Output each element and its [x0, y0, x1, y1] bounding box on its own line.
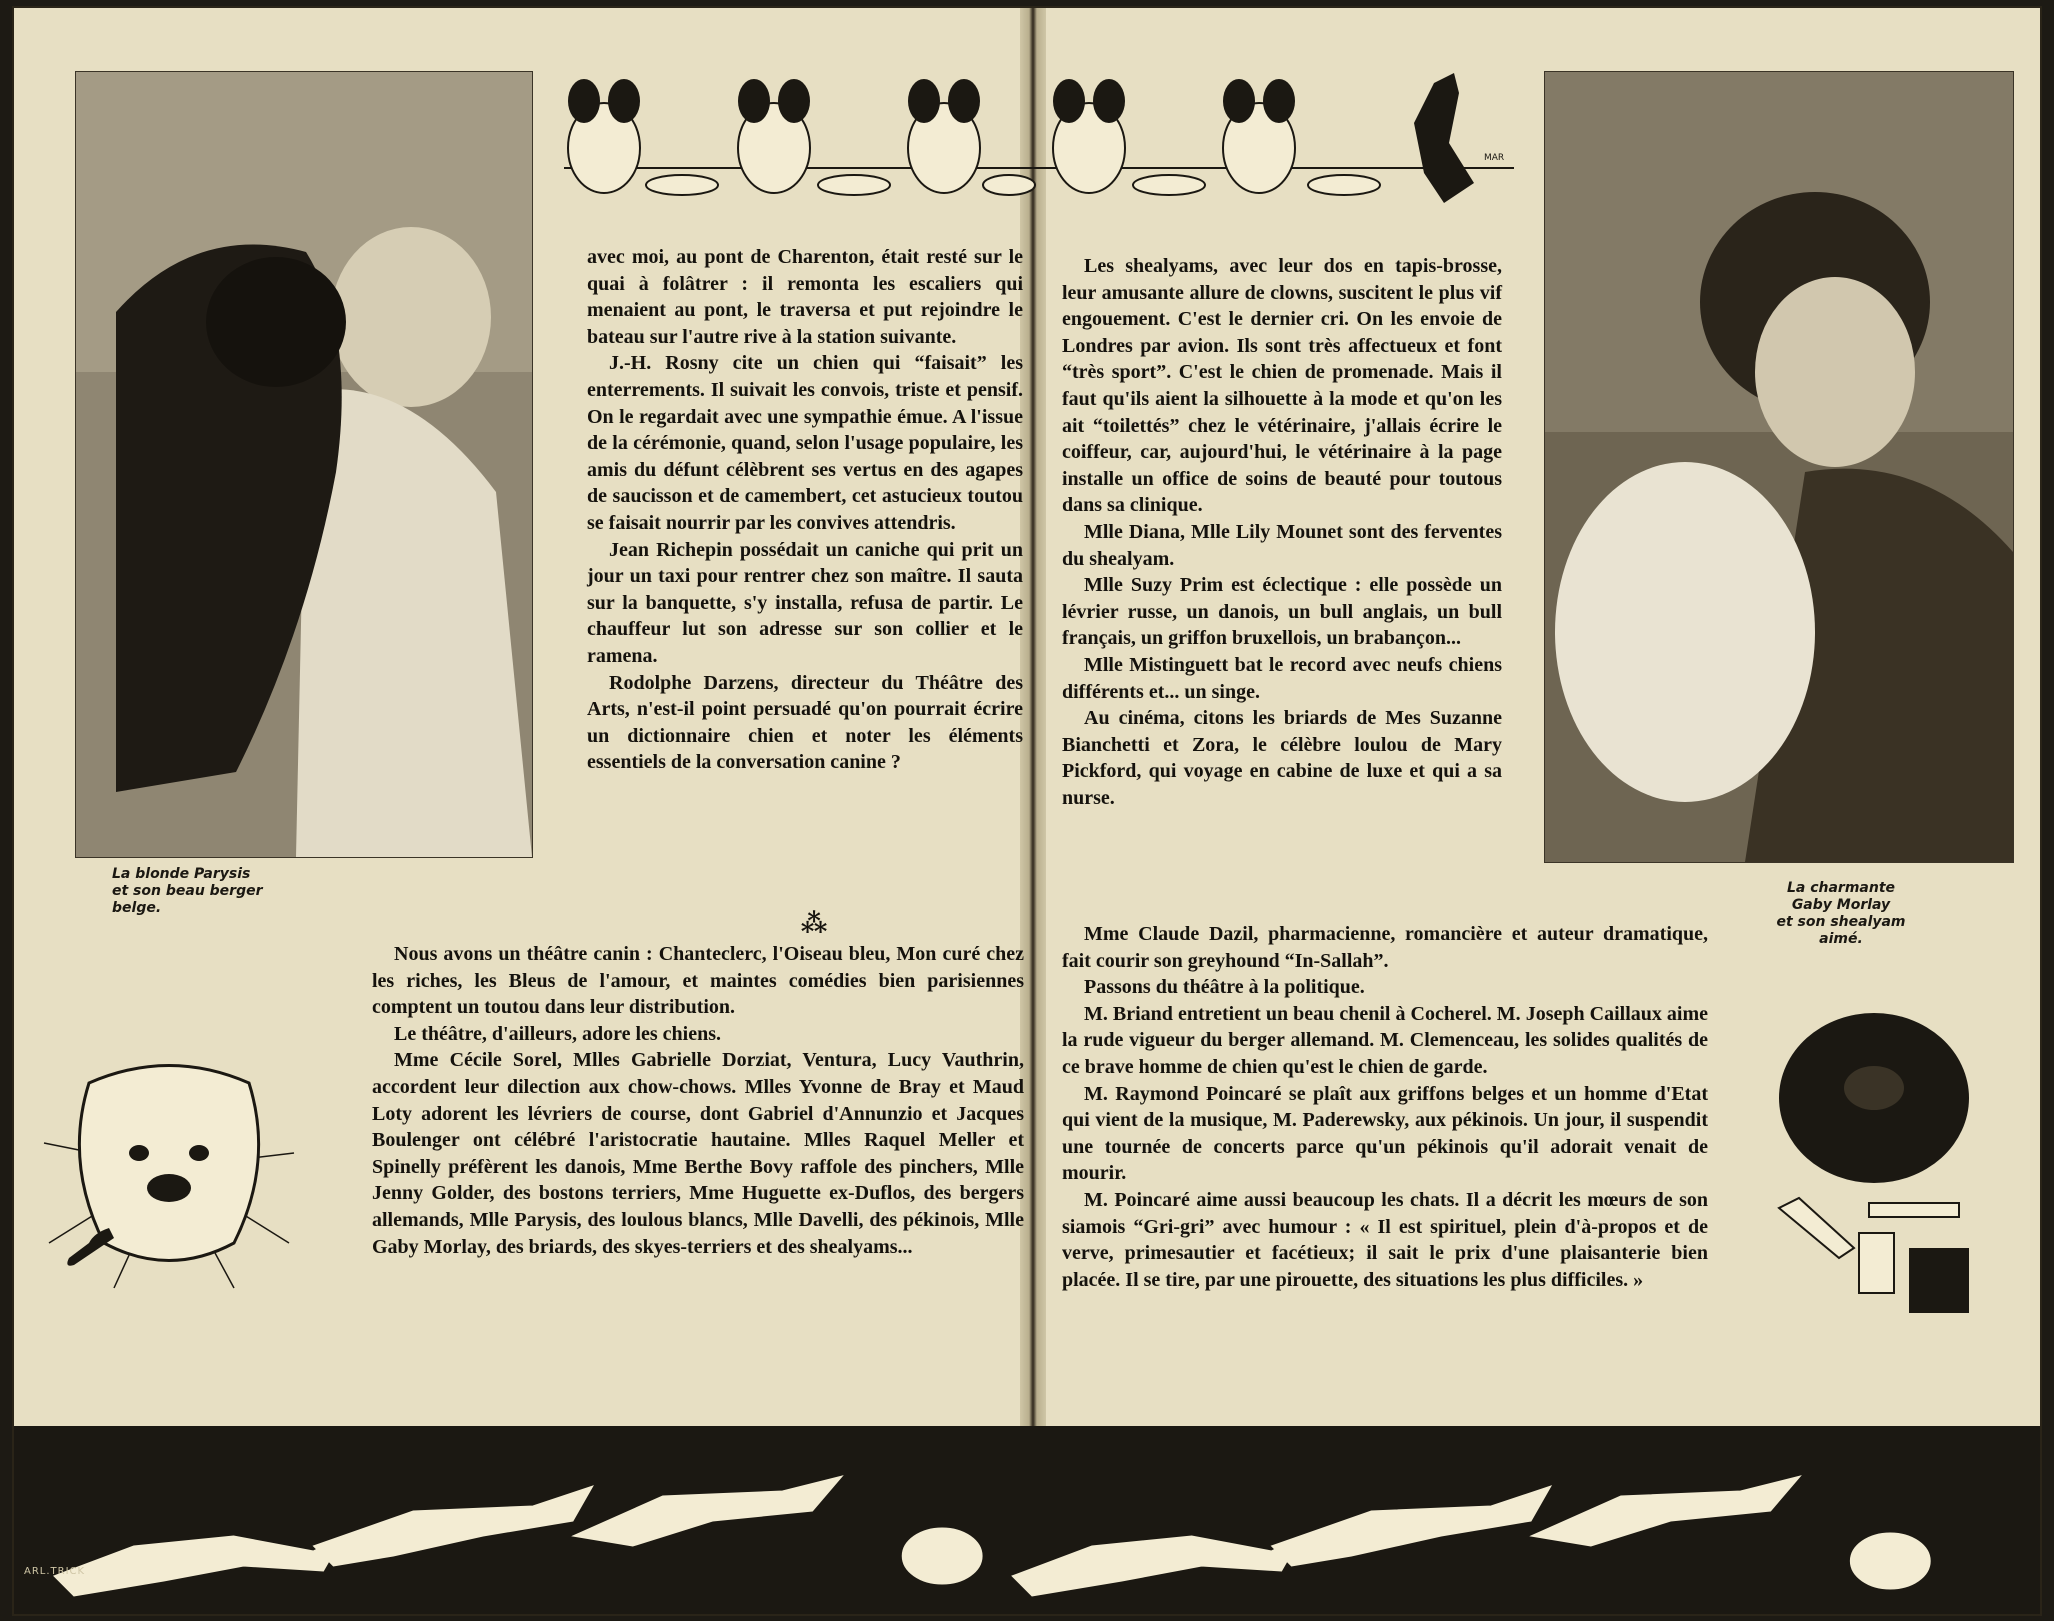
- left-caption-line-1: La blonde Parysis: [112, 866, 251, 882]
- text-column-1: [587, 244, 1023, 776]
- right-caption-line-4: aimé.: [1819, 931, 1863, 947]
- paragraph: Mlle Mistinguett bat le record avec neufs chiens différents et... un singe.: [1062, 653, 1502, 703]
- paragraph: Le théâtre, d'ailleurs, adore les chiens.: [394, 1022, 722, 1045]
- paragraph: Passons du théâtre à la politique.: [1084, 976, 1365, 999]
- paragraph: J.-H. Rosny cite un chien qui “faisait” les enterrements. Il suivait les convois, triste et pensif. On le regardait avec une sympathie émue. A l'issue de la cérémonie, quand, selon l'usage populaire, les amis du défunt célèbrent ses vertus en des agapes de saucisson et de camembert, cet astucieux toutou se faisait nourrir par les convives attendris.: [587, 352, 1023, 534]
- paragraph: avec moi, au pont de Charenton, était resté sur le quai à folâtrer : il remonta les escaliers qui menaient au pont, le traversa et put rejoindre le bateau sur l'autre rive à la station suivante.: [587, 246, 1023, 348]
- paragraph: Mme Claude Dazil, pharmacienne, romancière et auteur dramatique, fait courir son greyhound “In-Sallah”.: [1062, 923, 1708, 972]
- paragraph: M. Briand entretient un beau chenil à Cocherel. M. Joseph Caillaux aime la rude vigueur du berger allemand. M. Clemenceau, les solides qualités de ce brave homme de chien qu'est le chien de garde.: [1062, 1002, 1708, 1078]
- paragraph: Mlle Diana, Mlle Lily Mounet sont des ferventes du shealyam.: [1062, 520, 1502, 570]
- text-column-2: [372, 941, 1024, 1260]
- page-gutter: [1020, 8, 1046, 1614]
- paragraph: Rodolphe Darzens, directeur du Théâtre des Arts, n'est-il point persuadé qu'on pourrait écrire un dictionnaire chien et noter les éléments essentiels de la conversation canine ?: [587, 671, 1023, 774]
- magazine-spread: [12, 6, 2042, 1616]
- paragraph: Mme Cécile Sorel, Mlles Gabrielle Dorziat, Ventura, Lucy Vauthrin, accordent leur dilection aux chow-chows. Mlles Yvonne de Bray et Maud Loty adorent les lévriers de course, dont Gabriel d'Annunzio et Jacques Boulenger ont célébré l'aristocratie hautaine. Mlles Raquel Meller et Spinelly préfèrent les danois, Mme Berthe Bovy raffole des pinchers, Mlle Jenny Golder, des bostons terriers, Mme Huguette ex-Duflos, des bergers allemands, Mlle Parysis, des loulous blancs, Mlle Davelli, des pékinois, Mlle Gaby Morlay, des briards, des skyes-terriers et des shealyams...: [372, 1049, 1024, 1258]
- asterism-divider: ⁂: [800, 909, 828, 939]
- header-signature: MAR: [1484, 153, 1505, 163]
- photo-gaby-morlay-with-dog: [1544, 71, 2014, 863]
- bulldog-pipe-illustration: [34, 1043, 304, 1293]
- paragraph: Nous avons un théâtre canin : Chanteclerc, l'Oiseau bleu, Mon curé chez les riches, les Bleus de l'amour, et maintes comédies bien parisiennes comptent un toutou dans leur distribution.: [372, 943, 1024, 1019]
- left-photo-caption: [112, 866, 312, 917]
- left-caption-line-2: et son beau berger: [112, 883, 263, 899]
- photo-parysis-with-dog: [75, 71, 533, 858]
- paragraph: Les shealyams, avec leur dos en tapis-brosse, leur amusante allure de clowns, suscitent le plus vif engouement. C'est le dernier cri. On les envoie de Londres par avion. Ils sont très affectueux et font “très sport”. C'est le chien de promenade. Mais il faut qu'ils aient la silhouette à la mode et qu'on les ait “toilettés” chez le vétérinaire, j'allais écrire le coiffeur, car, aujourd'hui, le vétérinaire à la page installe un office de soins de beauté pour toutous dans sa clinique.: [1062, 255, 1502, 517]
- paragraph: Mlle Suzy Prim est éclectique : elle possède un lévrier russe, un danois, un bull anglais, un bull français, un griffon bruxellois, un brabançon...: [1062, 574, 1502, 650]
- paragraph: M. Poincaré aime aussi beaucoup les chats. Il a décrit les mœurs de son siamois “Gri-gri” avec humour : « Il est spirituel, plein d'à-propos et de verve, primesautier et facétieux; il sait le prix d'une plaisanterie bien placée. Il se tire, par une pirouette, des situations les plus difficiles. »: [1062, 1188, 1708, 1291]
- pekingese-grooming-illustration: [1759, 1008, 1979, 1328]
- right-caption-line-2: Gaby Morlay: [1791, 897, 1891, 913]
- paragraph: M. Raymond Poincaré se plaît aux griffons belges et un homme d'Etat qui vient de la musique, M. Paderewsky, aux pékinois. Un jour, il suspendit une tournée de concerts parce qu'un pékinois qu'il adorait venait de mourir.: [1062, 1082, 1708, 1185]
- left-caption-line-3: belge.: [112, 900, 162, 916]
- band-signature: ARL.TRICK: [24, 1566, 86, 1577]
- header-dogs-illustration: [554, 53, 1534, 223]
- greyhound-frieze: [14, 1426, 2040, 1616]
- right-photo-caption: [1756, 880, 1926, 948]
- paragraph: Au cinéma, citons les briards de Mes Suzanne Bianchetti et Zora, le célèbre loulou de Mary Pickford, qui voyage en cabine de luxe et qui a sa nurse.: [1062, 707, 1502, 809]
- text-column-4: [1062, 921, 1708, 1293]
- text-column-3: [1062, 253, 1502, 811]
- right-caption-line-1: La charmante: [1786, 880, 1896, 896]
- right-caption-line-3: et son shealyam: [1776, 914, 1906, 930]
- paragraph: Jean Richepin possédait un caniche qui prit un jour un taxi pour rentrer chez son maître. Il sauta sur la banquette, s'y installa, refusa de partir. Le chauffeur lut son adresse sur son collier et le ramena.: [587, 538, 1023, 667]
